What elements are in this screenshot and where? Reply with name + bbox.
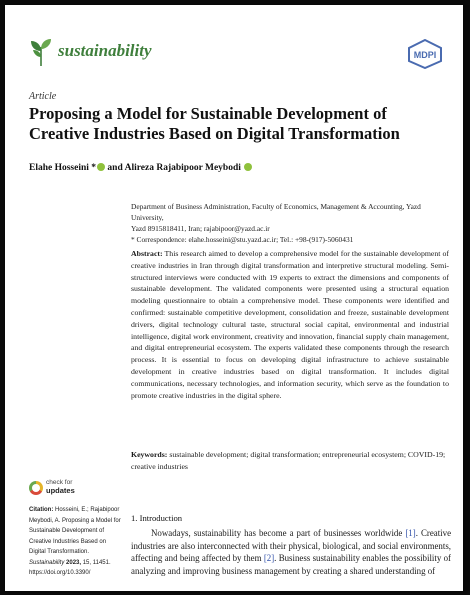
- section-heading: 1. Introduction: [131, 513, 183, 523]
- sustainability-leaf-icon: [29, 37, 53, 67]
- keywords-label: Keywords:: [131, 450, 168, 459]
- abstract-block: [131, 248, 449, 401]
- reference-link[interactable]: [1]: [405, 528, 416, 538]
- keywords-text: sustainable development; digital transformation; entrepreneurial ecosystem; COVID-19; creative industries: [131, 450, 446, 471]
- intro-text: Nowadays, sustainability has become a part of businesses worldwide: [151, 528, 406, 538]
- keywords-block: [131, 449, 449, 473]
- check-updates-icon: [29, 481, 43, 495]
- affiliation-line: Yazd 8915818411, Iran; rajabipoor@yazd.ac.ir: [131, 224, 270, 233]
- mdpi-logo-text: MDPI: [413, 50, 437, 60]
- orcid-icon[interactable]: [244, 163, 252, 171]
- intro-text: . Creative industries are also interconnected with their physical, biological, and social environments, affecting and being affected by them: [131, 528, 452, 564]
- paper-page: [5, 5, 463, 591]
- check-updates-line1: check for: [46, 479, 73, 486]
- affiliation-block: [131, 201, 451, 245]
- affiliation-line: Department of Business Administration, Faculty of Economics, Management & Accounting, Yazd University,: [131, 202, 421, 222]
- intro-text: . Business sustainability enables the possibility of analyzing and improving business management by creating a shared understanding of: [131, 553, 451, 576]
- abstract-text: This research aimed to develop a comprehensive model for the sustainable development of creative industries in Iran through digital transformation and interpretive structural modeling. Semi-structured interviews were conducted with 19 experts to extract the dimensions and components of sustainable development. The validated components were presented using a structural equation modeling questionnaire to obtain a comprehensive model. These components were identified and confirmed: sustainable competitive development, consolidation and freeze, sustainable development drivers, digital technology cultural taste, structural social capital, environmental and industrial intelligence, digital work environment, creativity and innovation, financial supply chain management, and digital entrepreneurial ecosystem. The experts validated these components through the research process. It is essential to focus on developing digital infrastructure to achieve sustainable development in creative industries based on digital transformation. It includes digital communications, necessary technologies, and information security, which serve as the foundation to promote creative industries in the digital sphere.: [131, 249, 449, 400]
- author-name: Elahe Hosseini *: [29, 163, 97, 173]
- citation-label: Citation:: [29, 507, 54, 513]
- introduction-text: [131, 527, 451, 577]
- journal-name: sustainability: [58, 41, 152, 60]
- author-name: Alireza Rajabipoor Meybodi: [124, 163, 241, 173]
- reference-link[interactable]: [2]: [263, 553, 275, 564]
- check-for-updates-badge[interactable]: [29, 479, 89, 501]
- citation-doi[interactable]: 15, 11451. https://doi.org/10.3390/: [29, 559, 111, 576]
- intro-paragraph: [131, 527, 451, 577]
- check-updates-line2: updates: [46, 485, 75, 495]
- citation-block: [29, 505, 123, 579]
- author-separator: and: [105, 163, 125, 173]
- citation-journal: Sustainability: [29, 559, 65, 566]
- orcid-icon[interactable]: [97, 163, 105, 171]
- journal-header: [29, 37, 449, 71]
- author-list: [29, 163, 449, 173]
- mdpi-logo-icon: [407, 39, 443, 69]
- correspondence-line: * Correspondence: elahe.hosseini@stu.yazd.ac.ir; Tel.: +98-(917)-5060431: [131, 235, 354, 244]
- citation-text: Hosseini, E.; Rajabipoor Meybodi, A. Proposing a Model for Sustainable Development of Creative Industries Based on Digital Transformation.: [29, 507, 121, 555]
- article-type-label: Article: [29, 91, 57, 102]
- citation-year: 2023,: [64, 559, 82, 566]
- paper-title: Proposing a Model for Sustainable Development of Creative Industries Based on Digital Transformation: [29, 104, 400, 143]
- abstract-label: Abstract:: [131, 249, 163, 258]
- check-updates-label: [46, 479, 75, 494]
